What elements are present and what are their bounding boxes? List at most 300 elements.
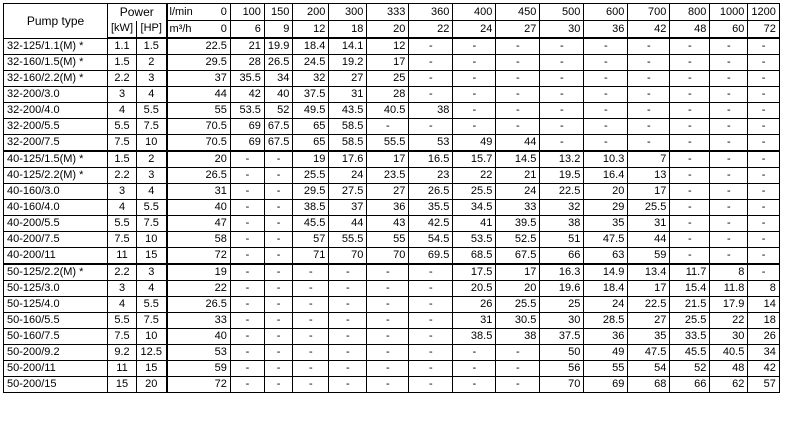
head-value-cell: - — [293, 361, 329, 377]
head-value-cell: 30.5 — [496, 313, 540, 329]
head-value-cell: 65 — [293, 119, 329, 135]
flow-lmin-value: 300 — [329, 4, 367, 21]
head-value-cell: 34.5 — [453, 200, 496, 216]
head-value-cell: 17.9 — [710, 297, 748, 313]
power-hp-cell: 3 — [137, 71, 167, 87]
head-value-cell: - — [230, 248, 264, 265]
power-kw-cell: 2.2 — [108, 71, 137, 87]
pump-row — [4, 345, 780, 361]
power-kw-cell: 11 — [108, 248, 137, 265]
head-value-cell: 16.5 — [409, 151, 453, 168]
head-value-cell: - — [670, 151, 710, 168]
pump-type-cell: 50-125/3.0 — [4, 281, 108, 297]
flow-lmin-value: 700 — [628, 4, 670, 21]
head-value-cell: 14.9 — [584, 264, 628, 281]
head-value-cell: - — [409, 71, 453, 87]
flow-lmin-value: 360 — [409, 4, 453, 21]
head-value-cell: - — [496, 345, 540, 361]
head-value-cell: 22 — [710, 313, 748, 329]
power-kw-cell: 7.5 — [108, 232, 137, 248]
head-value-cell: - — [409, 361, 453, 377]
head-value-cell: 22.5 — [540, 184, 584, 200]
power-hp-cell: 10 — [137, 329, 167, 345]
pump-row — [4, 168, 780, 184]
head-value-cell: - — [264, 361, 292, 377]
head-value-cell: - — [453, 345, 496, 361]
head-value-cell: - — [710, 200, 748, 216]
head-value-cell: 17.5 — [453, 264, 496, 281]
head-value-cell: - — [496, 87, 540, 103]
head-value-cell: - — [453, 103, 496, 119]
flow-m3h-value: 24 — [453, 21, 496, 39]
power-kw-cell: 4 — [108, 200, 137, 216]
power-hp-cell: 3 — [137, 168, 167, 184]
head-value-cell: - — [670, 119, 710, 135]
head-value-cell: 14.5 — [496, 151, 540, 168]
head-value-cell: 49 — [453, 135, 496, 152]
head-value-cell: 55 — [584, 361, 628, 377]
head-value-cell: 14 — [748, 297, 779, 313]
head-value-cell: 44 — [628, 232, 670, 248]
head-value-cell: 20 — [203, 151, 231, 168]
power-hp-cell: 5.5 — [137, 103, 167, 119]
head-value-cell: 17 — [628, 281, 670, 297]
head-value-cell: 25 — [540, 297, 584, 313]
flow-label-spacer — [167, 377, 203, 393]
pump-row — [4, 216, 780, 232]
head-value-cell: 52 — [264, 103, 292, 119]
head-value-cell: 18.4 — [584, 281, 628, 297]
head-value-cell: - — [367, 264, 409, 281]
head-value-cell: - — [584, 119, 628, 135]
head-value-cell: 20.5 — [453, 281, 496, 297]
flow-lmin-value: 333 — [367, 4, 409, 21]
head-value-cell: 38 — [540, 216, 584, 232]
flow-label-spacer — [167, 297, 203, 313]
power-kw-cell: 2.2 — [108, 264, 137, 281]
head-value-cell: - — [409, 38, 453, 55]
power-hp-cell: 1.5 — [137, 38, 167, 55]
head-value-cell: 57 — [293, 232, 329, 248]
head-value-cell: 52.5 — [496, 232, 540, 248]
head-value-cell: - — [748, 200, 779, 216]
head-value-cell: 40 — [203, 329, 231, 345]
head-value-cell: 27 — [628, 313, 670, 329]
head-value-cell: - — [496, 55, 540, 71]
head-value-cell: - — [409, 329, 453, 345]
head-value-cell: 58.5 — [329, 119, 367, 135]
pump-row — [4, 329, 780, 345]
pump-row — [4, 232, 780, 248]
pump-performance-table-container — [3, 3, 780, 393]
head-value-cell: 55 — [367, 232, 409, 248]
pump-type-cell: 32-200/5.5 — [4, 119, 108, 135]
head-value-cell: 28 — [230, 55, 264, 71]
head-value-cell: - — [496, 361, 540, 377]
power-kw-cell: 7.5 — [108, 135, 137, 152]
pump-type-cell: 50-125/4.0 — [4, 297, 108, 313]
pump-row — [4, 135, 780, 152]
flow-lmin-value: 0 — [203, 4, 231, 21]
pump-row — [4, 38, 780, 55]
head-value-cell: 21.5 — [670, 297, 710, 313]
power-hp-cell: 10 — [137, 232, 167, 248]
head-value-cell: - — [748, 151, 779, 168]
head-value-cell: 55.5 — [329, 232, 367, 248]
flow-m3h-value: 20 — [367, 21, 409, 39]
head-value-cell: - — [293, 313, 329, 329]
power-kw-cell: 4 — [108, 103, 137, 119]
head-value-cell: - — [293, 297, 329, 313]
head-value-cell: - — [230, 329, 264, 345]
head-value-cell: 10.3 — [584, 151, 628, 168]
head-value-cell: - — [710, 38, 748, 55]
pump-row — [4, 103, 780, 119]
power-kw-cell: 3 — [108, 87, 137, 103]
head-value-cell: 35 — [628, 329, 670, 345]
head-value-cell: - — [367, 281, 409, 297]
head-value-cell: 43.5 — [329, 103, 367, 119]
head-value-cell: 31 — [453, 313, 496, 329]
head-value-cell: 12 — [367, 38, 409, 55]
head-value-cell: - — [329, 264, 367, 281]
head-value-cell: - — [230, 216, 264, 232]
head-value-cell: - — [230, 313, 264, 329]
head-value-cell: - — [710, 55, 748, 71]
power-kw-cell: 3 — [108, 184, 137, 200]
head-value-cell: - — [628, 119, 670, 135]
power-hp-cell: 4 — [137, 281, 167, 297]
head-value-cell: 17 — [367, 55, 409, 71]
power-hp-cell: 2 — [137, 55, 167, 71]
head-value-cell: 69 — [230, 119, 264, 135]
head-value-cell: 38 — [496, 329, 540, 345]
head-value-cell: 38 — [409, 103, 453, 119]
head-value-cell: 29.5 — [293, 184, 329, 200]
head-value-cell: 22 — [203, 281, 231, 297]
head-value-cell: 35.5 — [230, 71, 264, 87]
pump-row — [4, 248, 780, 265]
head-value-cell: - — [230, 184, 264, 200]
head-value-cell: 53.5 — [453, 232, 496, 248]
flow-label-spacer — [167, 248, 203, 265]
flow-lmin-value: 450 — [496, 4, 540, 21]
head-value-cell: 13 — [628, 168, 670, 184]
head-value-cell: 33 — [203, 313, 231, 329]
head-value-cell: 23 — [409, 168, 453, 184]
head-value-cell: - — [453, 71, 496, 87]
pump-type-cell: 50-200/15 — [4, 377, 108, 393]
head-value-cell: 31 — [203, 184, 231, 200]
flow-label-spacer — [167, 71, 203, 87]
head-value-cell: - — [264, 345, 292, 361]
head-value-cell: - — [409, 55, 453, 71]
head-value-cell: 42.5 — [409, 216, 453, 232]
head-value-cell: 17 — [496, 264, 540, 281]
head-value-cell: - — [496, 71, 540, 87]
head-value-cell: 47.5 — [628, 345, 670, 361]
head-value-cell: - — [230, 377, 264, 393]
head-value-cell: 57 — [748, 377, 779, 393]
head-value-cell: 25.5 — [670, 313, 710, 329]
pump-type-cell: 50-200/9.2 — [4, 345, 108, 361]
head-value-cell: 55.5 — [367, 135, 409, 152]
head-value-cell: 35.5 — [409, 200, 453, 216]
flow-label-spacer — [167, 345, 203, 361]
head-value-cell: 67.5 — [264, 119, 292, 135]
head-value-cell: 55 — [203, 103, 231, 119]
pump-row — [4, 200, 780, 216]
flow-lmin-label: l/min — [167, 4, 203, 21]
head-value-cell: 29.5 — [203, 55, 231, 71]
head-value-cell: 21 — [230, 38, 264, 55]
flow-label-spacer — [167, 168, 203, 184]
head-value-cell: - — [748, 119, 779, 135]
pump-type-cell: 32-200/4.0 — [4, 103, 108, 119]
head-value-cell: 49.5 — [293, 103, 329, 119]
head-value-cell: 20 — [584, 184, 628, 200]
head-value-cell: - — [293, 377, 329, 393]
power-kw-cell: 5.5 — [108, 216, 137, 232]
head-value-cell: - — [748, 168, 779, 184]
head-value-cell: - — [710, 216, 748, 232]
head-value-cell: 26.5 — [264, 55, 292, 71]
head-value-cell: 67.5 — [496, 248, 540, 265]
head-value-cell: 37 — [203, 71, 231, 87]
flow-lmin-value: 100 — [230, 4, 264, 21]
power-hp-cell: 15 — [137, 248, 167, 265]
head-value-cell: - — [264, 168, 292, 184]
head-value-cell: - — [670, 248, 710, 265]
head-value-cell: 44 — [203, 87, 231, 103]
head-value-cell: - — [329, 281, 367, 297]
flow-lmin-value: 600 — [584, 4, 628, 21]
power-kw-cell: 5.5 — [108, 313, 137, 329]
kw-unit-header: [kW] — [108, 21, 137, 39]
head-value-cell: - — [264, 200, 292, 216]
head-value-cell: - — [748, 135, 779, 152]
head-value-cell: 27 — [367, 184, 409, 200]
head-value-cell: - — [409, 264, 453, 281]
head-value-cell: - — [748, 232, 779, 248]
power-kw-cell: 9.2 — [108, 345, 137, 361]
pump-row — [4, 264, 780, 281]
pump-row — [4, 71, 780, 87]
head-value-cell: - — [409, 281, 453, 297]
pump-row — [4, 151, 780, 168]
head-value-cell: - — [628, 135, 670, 152]
head-value-cell: 31 — [329, 87, 367, 103]
head-value-cell: 26.5 — [203, 168, 231, 184]
head-value-cell: - — [584, 87, 628, 103]
pump-row — [4, 184, 780, 200]
head-value-cell: 27 — [329, 71, 367, 87]
head-value-cell: - — [230, 168, 264, 184]
head-value-cell: - — [409, 313, 453, 329]
head-value-cell: 37.5 — [293, 87, 329, 103]
head-value-cell: - — [367, 345, 409, 361]
head-value-cell: - — [264, 151, 292, 168]
flow-m3h-value: 0 — [203, 21, 231, 39]
head-value-cell: - — [628, 87, 670, 103]
flow-label-spacer — [167, 232, 203, 248]
head-value-cell: 62 — [710, 377, 748, 393]
power-hp-cell: 5.5 — [137, 200, 167, 216]
head-value-cell: - — [540, 55, 584, 71]
flow-label-spacer — [167, 119, 203, 135]
head-value-cell: 70.5 — [203, 135, 231, 152]
header-row-flow-m3h — [4, 21, 780, 39]
head-value-cell: - — [367, 377, 409, 393]
head-value-cell: - — [329, 329, 367, 345]
head-value-cell: - — [710, 71, 748, 87]
head-value-cell: - — [710, 168, 748, 184]
head-value-cell: 20 — [496, 281, 540, 297]
head-value-cell: 13.4 — [628, 264, 670, 281]
head-value-cell: 16.3 — [540, 264, 584, 281]
pump-type-cell: 32-160/2.2(M) * — [4, 71, 108, 87]
head-value-cell: - — [230, 297, 264, 313]
head-value-cell: - — [409, 297, 453, 313]
head-value-cell: 69 — [230, 135, 264, 152]
head-value-cell: 70 — [540, 377, 584, 393]
flow-m3h-value: 36 — [584, 21, 628, 39]
head-value-cell: 37 — [329, 200, 367, 216]
flow-label-spacer — [167, 329, 203, 345]
head-value-cell: - — [748, 184, 779, 200]
head-value-cell: 19.5 — [540, 168, 584, 184]
head-value-cell: 66 — [540, 248, 584, 265]
head-value-cell: - — [710, 119, 748, 135]
head-value-cell: 56 — [540, 361, 584, 377]
head-value-cell: 35 — [584, 216, 628, 232]
head-value-cell: - — [264, 297, 292, 313]
head-value-cell: 40 — [264, 87, 292, 103]
flow-m3h-label: m³/h — [167, 21, 203, 39]
head-value-cell: 50 — [540, 345, 584, 361]
head-value-cell: - — [748, 38, 779, 55]
head-value-cell: 18.4 — [293, 38, 329, 55]
head-value-cell: 26.5 — [203, 297, 231, 313]
pump-row — [4, 281, 780, 297]
power-hp-cell: 12.5 — [137, 345, 167, 361]
head-value-cell: 68 — [628, 377, 670, 393]
head-value-cell: 25.5 — [496, 297, 540, 313]
flow-label-spacer — [167, 135, 203, 152]
head-value-cell: - — [230, 281, 264, 297]
head-value-cell: - — [230, 264, 264, 281]
power-hp-cell: 2 — [137, 151, 167, 168]
pump-type-cell: 40-200/7.5 — [4, 232, 108, 248]
head-value-cell: 45.5 — [293, 216, 329, 232]
pump-row — [4, 55, 780, 71]
head-value-cell: - — [748, 55, 779, 71]
head-value-cell: - — [264, 232, 292, 248]
power-kw-cell: 4 — [108, 297, 137, 313]
power-header: Power — [108, 4, 167, 21]
flow-label-spacer — [167, 184, 203, 200]
power-kw-cell: 3 — [108, 281, 137, 297]
head-value-cell: 70 — [367, 248, 409, 265]
head-value-cell: - — [670, 200, 710, 216]
head-value-cell: - — [230, 232, 264, 248]
pump-type-cell: 32-125/1.1(M) * — [4, 38, 108, 55]
head-value-cell: - — [710, 151, 748, 168]
head-value-cell: 24 — [496, 184, 540, 200]
power-hp-cell: 15 — [137, 361, 167, 377]
head-value-cell: 23.5 — [367, 168, 409, 184]
head-value-cell: 66 — [670, 377, 710, 393]
head-value-cell: - — [264, 281, 292, 297]
head-value-cell: 27.5 — [329, 184, 367, 200]
pump-type-cell: 50-200/11 — [4, 361, 108, 377]
flow-label-spacer — [167, 264, 203, 281]
head-value-cell: - — [710, 184, 748, 200]
head-value-cell: 40.5 — [710, 345, 748, 361]
head-value-cell: - — [230, 345, 264, 361]
head-value-cell: 36 — [367, 200, 409, 216]
head-value-cell: 51 — [540, 232, 584, 248]
head-value-cell: - — [409, 345, 453, 361]
head-value-cell: - — [264, 184, 292, 200]
head-value-cell: - — [496, 377, 540, 393]
head-value-cell: - — [540, 119, 584, 135]
head-value-cell: 33.5 — [670, 329, 710, 345]
pump-row — [4, 119, 780, 135]
head-value-cell: 58 — [203, 232, 231, 248]
head-value-cell: - — [540, 103, 584, 119]
head-value-cell: 45.5 — [670, 345, 710, 361]
head-value-cell: 16.4 — [584, 168, 628, 184]
power-hp-cell: 4 — [137, 184, 167, 200]
head-value-cell: - — [367, 119, 409, 135]
head-value-cell: 41 — [453, 216, 496, 232]
head-value-cell: 34 — [748, 345, 779, 361]
head-value-cell: - — [628, 103, 670, 119]
head-value-cell: 40 — [203, 200, 231, 216]
head-value-cell: - — [540, 71, 584, 87]
head-value-cell: 11.7 — [670, 264, 710, 281]
head-value-cell: - — [453, 361, 496, 377]
head-value-cell: 44 — [329, 216, 367, 232]
head-value-cell: 34 — [264, 71, 292, 87]
head-value-cell: 19 — [293, 151, 329, 168]
head-value-cell: 52 — [670, 361, 710, 377]
pump-type-cell: 32-200/7.5 — [4, 135, 108, 152]
head-value-cell: - — [453, 377, 496, 393]
power-kw-cell: 2.2 — [108, 168, 137, 184]
head-value-cell: - — [710, 232, 748, 248]
head-value-cell: 53.5 — [230, 103, 264, 119]
head-value-cell: 26 — [453, 297, 496, 313]
head-value-cell: 59 — [203, 361, 231, 377]
head-value-cell: - — [329, 297, 367, 313]
flow-label-spacer — [167, 200, 203, 216]
head-value-cell: - — [453, 119, 496, 135]
pump-type-cell: 50-125/2.2(M) * — [4, 264, 108, 281]
head-value-cell: - — [670, 216, 710, 232]
head-value-cell: 26 — [748, 329, 779, 345]
head-value-cell: - — [264, 313, 292, 329]
pump-row — [4, 377, 780, 393]
head-value-cell: - — [329, 361, 367, 377]
head-value-cell: 19.2 — [329, 55, 367, 71]
head-value-cell: 59 — [628, 248, 670, 265]
head-value-cell: - — [264, 377, 292, 393]
head-value-cell: 54 — [628, 361, 670, 377]
pump-type-cell: 50-160/7.5 — [4, 329, 108, 345]
head-value-cell: - — [584, 135, 628, 152]
